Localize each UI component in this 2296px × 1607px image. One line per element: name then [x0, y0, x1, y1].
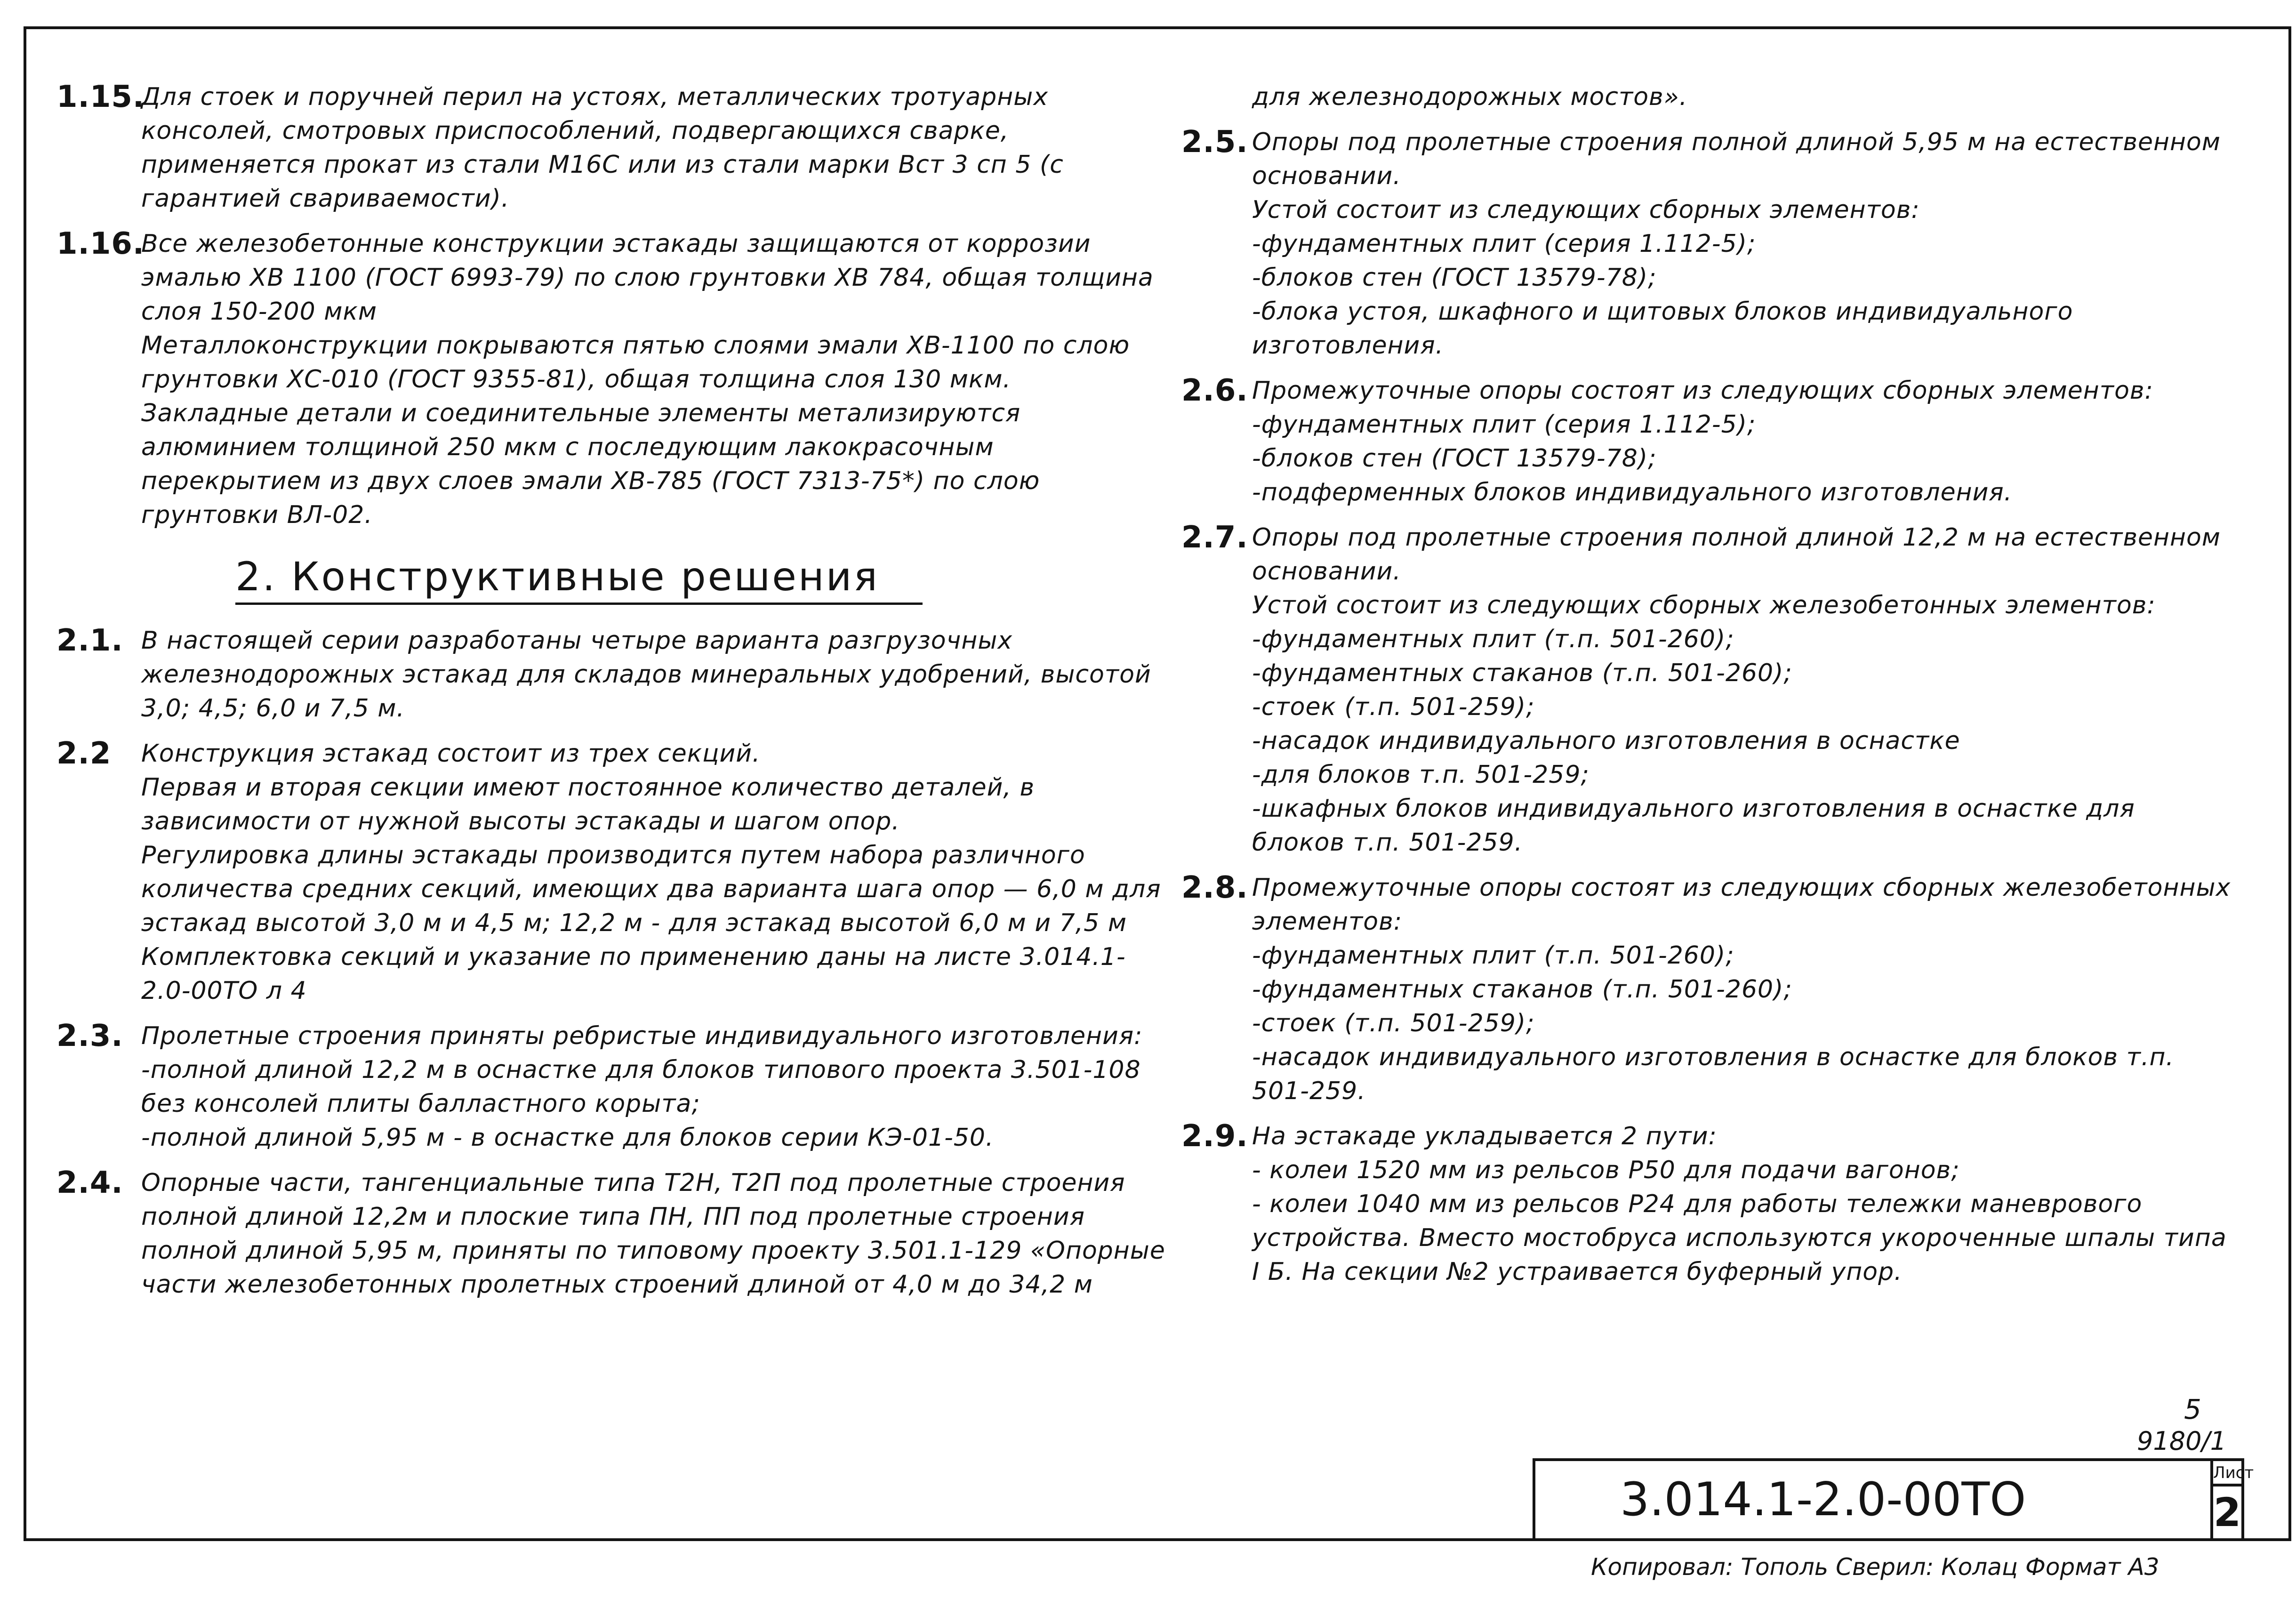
paragraph-number: 2.2	[56, 736, 112, 771]
paragraph-text: Конструкция эстакад состоит из трех секций.	[141, 739, 761, 768]
paragraph-1-16	[56, 227, 1167, 532]
paragraph-number: 2.5.	[1181, 125, 1248, 160]
paragraph-number: 1.15.	[56, 80, 145, 114]
list-item: -насадок индивидуального изготовления в оснастке для блоков т.п. 501-259.	[1252, 1043, 2183, 1105]
paragraph-number: 2.3.	[56, 1019, 123, 1053]
paragraph-text: Промежуточные опоры состоят из следующих сборных элементов:	[1252, 377, 2154, 405]
paragraph-text: -полной длиной 12,2 м в оснастке для блоков типового проекта 3.501-108 без консолей плиты балластного корыта;	[141, 1056, 1149, 1118]
paragraph-2-2	[56, 736, 1170, 1008]
paragraph-text: Первая и вторая секции имеют постоянное количество деталей, в зависимости от нужной высоты эстакады и шагом опор.	[141, 773, 1043, 836]
paragraph-text: Все железобетонные конструкции эстакады защищаются от коррозии эмалью ХВ 1100 (ГОСТ 6993-79) по слою грунтовки ХВ 784, общая толщина слоя 150-200 мкм	[141, 230, 1162, 326]
paragraph-text: Промежуточные опоры состоят из следующих сборных железобетонных элементов:	[1252, 874, 2239, 936]
paragraph-text: Устой состоит из следующих сборных элементов:	[1252, 196, 1920, 224]
paragraph-text: На эстакаде укладывается 2 пути:	[1252, 1122, 1718, 1150]
paragraph-number: 2.7.	[1181, 520, 1248, 555]
list-item: -стоек (т.п. 501-259);	[1252, 693, 1535, 721]
list-item: -фундаментных плит (серия 1.112-5);	[1252, 410, 1756, 439]
paragraph-2-4	[56, 1165, 1174, 1302]
paragraph-1-15	[56, 80, 1167, 216]
paragraph-2-7	[1181, 521, 2231, 860]
list-item: -блоков стен (ГОСТ 13579-78);	[1252, 264, 1657, 292]
copy-footer: Копировал: Тополь Сверил: Колац Формат А3	[1591, 1553, 2160, 1581]
list-item: -шкафных блоков индивидуального изготовления в оснастке для блоков т.п. 501-259.	[1252, 795, 2143, 857]
paragraph-2-8	[1181, 870, 2239, 1108]
paragraph-number: 2.6.	[1181, 373, 1248, 408]
paragraph-number: 2.4.	[56, 1165, 123, 1200]
paragraph-2-3	[56, 1019, 1167, 1155]
list-item: - колеи 1040 мм из рельсов Р24 для работы тележки маневрового устройства. Вместо мостобруса используются укороченные шпалы типа I Б. На секции №2 устраивается буферный упор.	[1252, 1190, 2235, 1286]
paragraph-text: В настоящей серии разработаны четыре варианта разгрузочных железнодорожных эстакад для складов минеральных удобрений, высотой 3,0; 4,5; 6,0 и 7,5 м.	[141, 627, 1160, 723]
paragraph-2-9	[1181, 1119, 2235, 1289]
list-item: - колеи 1520 мм из рельсов Р50 для подачи вагонов;	[1252, 1156, 1960, 1184]
list-item: -насадок индивидуального изготовления в оснастке	[1252, 727, 1960, 755]
list-item: -стоек (т.п. 501-259);	[1252, 1009, 1535, 1037]
list-item: -подферменных блоков индивидуального изготовления.	[1252, 478, 2013, 506]
paragraph-number: 2.9.	[1181, 1119, 1248, 1154]
list-item: -фундаментных плит (серия 1.112-5);	[1252, 230, 1756, 258]
paragraph-number: 1.16.	[56, 226, 145, 261]
left-column	[56, 80, 1174, 1313]
paragraph-text: Для стоек и поручней перил на устоях, металлических тротуарных консолей, смотровых приспособлений, подвергающихся сварке, применяется прокат из стали М16С или из стали марки Вст 3 сп 5 (с гарантией свариваемости).	[141, 83, 1072, 213]
list-item: -фундаментных плит (т.п. 501-260);	[1252, 625, 1734, 653]
paragraph-2-6	[1181, 374, 2231, 509]
right-column	[1181, 80, 2239, 1300]
paragraph-text: Опорные части, тангенциальные типа Т2Н, Т2П под пролетные строения полной длиной 12,2м и плоские типа ПН, ПП под пролетные строения полной длиной 5,95 м, приняты по типовому проекту 3.501.1-129 «Опорные части железобетонных пролетных строений длиной от 4,0 м до 34,2 м	[141, 1169, 1174, 1299]
page-number: 5	[2184, 1393, 2201, 1425]
inventory-number: 9180/1	[2137, 1426, 2226, 1456]
paragraph-text: Комплектовка секций и указание по применению даны на листе 3.014.1-2.0-00ТО л 4	[141, 943, 1126, 1005]
paragraph-text: -полной длиной 5,95 м - в оснастке для блоков серии КЭ-01-50.	[141, 1124, 994, 1152]
section-title: 2. Конструктивные решения	[235, 551, 923, 605]
document-code: 3.014.1-2.0-00ТО	[1533, 1458, 2210, 1541]
paragraph-text: Металлоконструкции покрываются пятью слоями эмали ХВ-1100 по слою грунтовки ХС-010 (ГОСТ 9355-81), общая толщина слоя 130 мкм.	[141, 331, 1138, 394]
paragraph-2-4-continued	[1181, 80, 2231, 114]
list-item: -фундаментных плит (т.п. 501-260);	[1252, 941, 1734, 970]
list-item: -для блоков т.п. 501-259;	[1252, 761, 1590, 789]
paragraph-number: 2.8.	[1181, 870, 1248, 905]
paragraph-2-1	[56, 624, 1167, 725]
list-item: -фундаментных стаканов (т.п. 501-260);	[1252, 975, 1792, 1004]
list-item: -блоков стен (ГОСТ 13579-78);	[1252, 444, 1657, 473]
sheet-number: 2	[2210, 1484, 2244, 1541]
paragraph-text: Опоры под пролетные строения полной длиной 12,2 м на естественном основании.	[1252, 523, 2229, 586]
paragraph-number: 2.1.	[56, 623, 123, 658]
paragraph-2-5	[1181, 125, 2231, 362]
paragraph-text: Закладные детали и соединительные элементы метализируются алюминием толщиной 250 мкм с последующим лакокрасочным перекрытием из двух слоев эмали ХВ-785 (ГОСТ 7313-75*) по слою грунтовки ВЛ-02.	[141, 399, 1048, 529]
list-item: -блока устоя, шкафного и щитовых блоков индивидуального изготовления.	[1252, 297, 2081, 360]
paragraph-text: Регулировка длины эстакады производится путем набора различного количества средних секций, имеющих два варианта шага опор — 6,0 м для эстакад высотой 3,0 м и 4,5 м; 12,2 м - для эстакад высотой 6,0 м и 7,5 м	[141, 841, 1170, 937]
sheet-label: Лист	[2210, 1458, 2244, 1486]
list-item: -фундаментных стаканов (т.п. 501-260);	[1252, 659, 1792, 687]
title-block-stamp	[1533, 1458, 2291, 1541]
paragraph-text: Устой состоит из следующих сборных железобетонных элементов:	[1252, 591, 2156, 619]
paragraph-text: Пролетные строения приняты ребристые индивидуального изготовления:	[141, 1022, 1143, 1050]
paragraph-text: для железнодорожных мостов».	[1252, 83, 1688, 111]
paragraph-text: Опоры под пролетные строения полной длиной 5,95 м на естественном основании.	[1252, 128, 2229, 190]
